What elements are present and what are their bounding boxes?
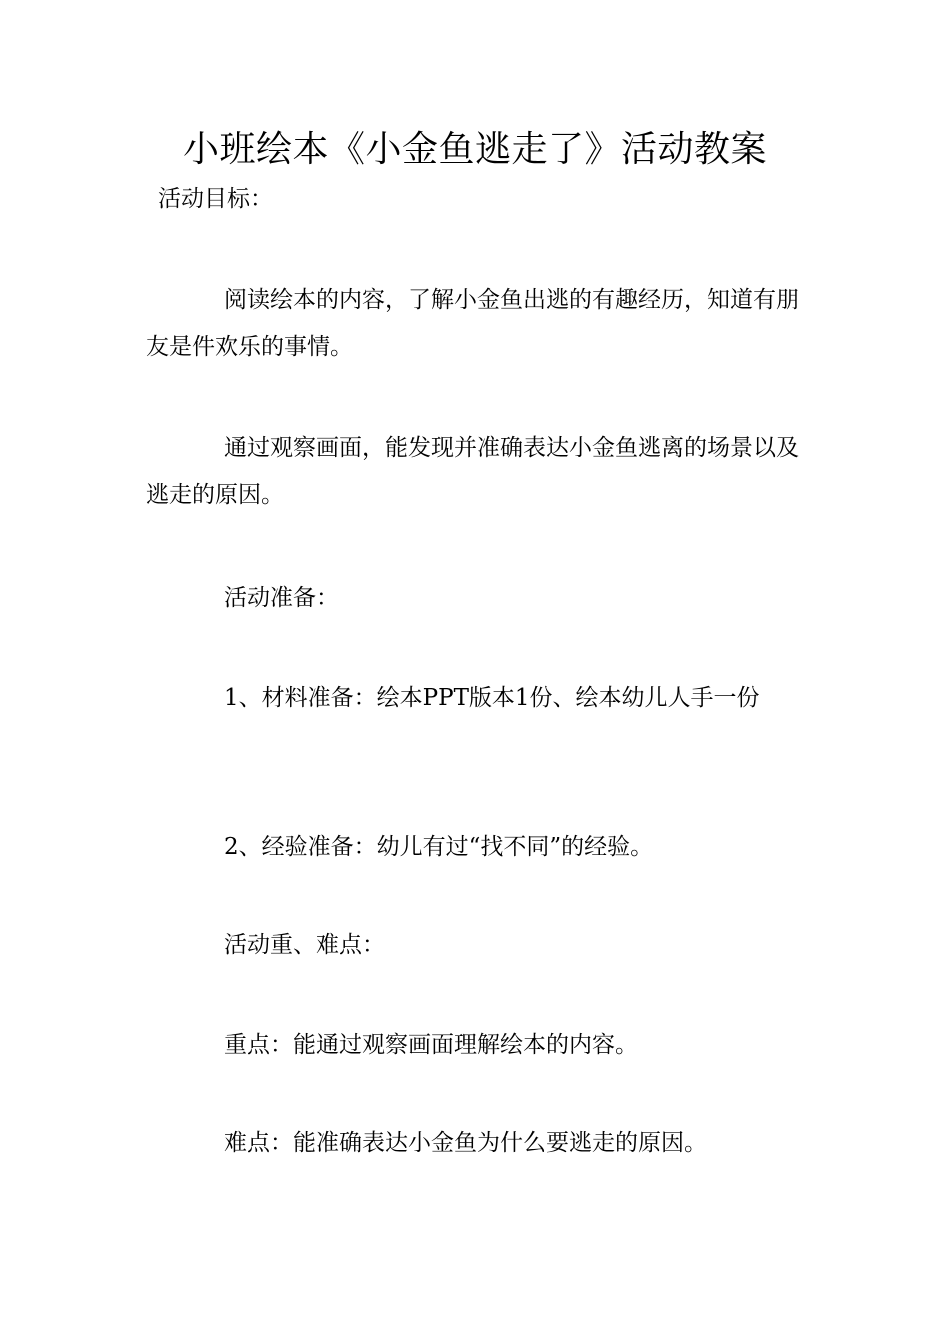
paragraph-prep-2: 2、经验准备：幼儿有过“找不同”的经验。 [224,834,654,860]
section-heading-preparation: 活动准备： [224,585,339,611]
paragraph-key-point: 重点：能通过观察画面理解绘本的内容。 [224,1032,638,1058]
paragraph-difficult-point: 难点：能准确表达小金鱼为什么要逃走的原因。 [224,1130,707,1156]
paragraph-goal-1: 阅读绘本的内容，了解小金鱼出逃的有趣经历，知道有朋友是件欢乐的事情。 [146,287,799,360]
section-heading-goals: 活动目标： [158,186,273,212]
paragraph-prep-1: 1、材料准备：绘本PPT版本1份、绘本幼儿人手一份 [224,685,760,711]
paragraph-goal-2: 通过观察画面，能发现并准确表达小金鱼逃离的场景以及逃走的原因。 [146,435,799,508]
document-title: 小班绘本《小金鱼逃走了》活动教案 [182,129,767,170]
section-heading-key-points: 活动重、难点： [224,932,385,958]
